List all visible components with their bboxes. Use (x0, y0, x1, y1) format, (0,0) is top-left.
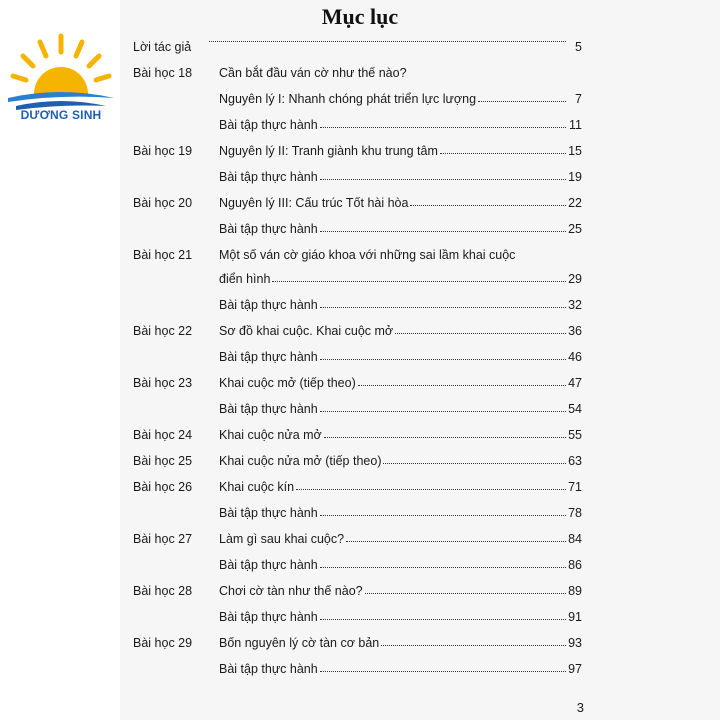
table-row (0, 118, 720, 138)
dot-leader (320, 410, 566, 412)
lesson-label: Lời tác giả (133, 40, 192, 54)
table-row (0, 402, 720, 422)
entry-page: 55 (568, 428, 582, 442)
entry-page: 84 (568, 532, 582, 546)
lesson-label: Bài học 24 (133, 428, 193, 442)
lesson-label: Bài học 28 (133, 584, 193, 598)
toc-entry (219, 584, 568, 598)
page-number: 3 (576, 700, 584, 715)
toc-entry (219, 222, 568, 236)
table-row (0, 506, 720, 526)
entry-title: điển hình (219, 272, 271, 286)
entry-page: 47 (568, 376, 582, 390)
table-row (0, 428, 720, 448)
entry-title: Khai cuộc nửa mở (219, 428, 322, 442)
entry-title: Chơi cờ tàn như thế nào? (219, 584, 363, 598)
entry-title: Bài tập thực hành (219, 350, 318, 364)
table-row (0, 144, 720, 164)
dot-leader (320, 566, 566, 568)
toc-entry (219, 92, 568, 106)
entry-page: 29 (568, 272, 582, 286)
table-row (0, 222, 720, 242)
table-row (0, 196, 720, 216)
lesson-label: Bài học 21 (133, 248, 193, 262)
entry-title: Bài tập thực hành (219, 610, 318, 624)
dot-leader (365, 592, 566, 594)
dot-leader (410, 204, 566, 206)
toc-title: Mục lục (321, 4, 399, 29)
lesson-label: Bài học 23 (133, 376, 193, 390)
dot-leader (320, 618, 566, 620)
entry-page: 36 (568, 324, 582, 338)
toc-entry (219, 376, 568, 390)
entry-title: Khai cuộc kín (219, 480, 295, 494)
toc-entry (219, 350, 568, 364)
entry-title: Nguyên lý I: Nhanh chóng phát triển lực lượng (219, 92, 477, 106)
dot-leader (320, 514, 566, 516)
entry-title: Bài tập thực hành (219, 298, 318, 312)
dot-leader (320, 126, 566, 128)
toc-entry (219, 248, 582, 262)
toc-entry (219, 144, 568, 158)
table-row (0, 170, 720, 190)
entry-title: Bài tập thực hành (219, 402, 318, 416)
entry-page: 97 (568, 662, 582, 676)
toc-entry (219, 402, 568, 416)
toc-entry (219, 324, 568, 338)
dot-leader (272, 280, 566, 282)
entry-title: Làm gì sau khai cuộc? (219, 532, 345, 546)
toc-entry (219, 170, 568, 184)
dot-leader (324, 436, 566, 438)
entry-page: 5 (575, 40, 582, 54)
toc-entry (219, 272, 568, 286)
dot-leader (381, 644, 566, 646)
table-row (0, 610, 720, 630)
entry-page: 71 (568, 480, 582, 494)
entry-page: 89 (568, 584, 582, 598)
table-row (0, 584, 720, 604)
entry-title: Bài tập thực hành (219, 222, 318, 236)
dot-leader (296, 488, 566, 490)
toc-entry (219, 66, 582, 80)
entry-page: 25 (568, 222, 582, 236)
table-row (0, 350, 720, 370)
entry-title: Khai cuộc mở (tiếp theo) (219, 376, 356, 390)
lesson-label: Bài học 25 (133, 454, 193, 468)
toc-entry (219, 636, 568, 650)
dot-leader (440, 152, 566, 154)
toc-entry (207, 40, 568, 46)
dot-leader (320, 358, 566, 360)
dot-leader (395, 332, 566, 334)
dot-leader (320, 178, 566, 180)
lesson-label: Bài học 19 (133, 144, 193, 158)
entry-page: 32 (568, 298, 582, 312)
dot-leader (320, 670, 566, 672)
toc-entry (219, 480, 568, 494)
lesson-label: Bài học 22 (133, 324, 193, 338)
table-row (0, 636, 720, 656)
toc-entry (219, 428, 568, 442)
toc-entry (219, 454, 568, 468)
dot-leader (209, 40, 566, 42)
entry-title: Một số ván cờ giáo khoa với những sai lầm khai cuộc (219, 248, 516, 262)
lesson-label: Bài học 29 (133, 636, 193, 650)
entry-title: Bài tập thực hành (219, 506, 318, 520)
toc-entry (219, 196, 568, 210)
table-row (0, 248, 720, 268)
dot-leader (358, 384, 566, 386)
entry-title: Khai cuộc nửa mở (tiếp theo) (219, 454, 382, 468)
entry-title: Bài tập thực hành (219, 558, 318, 572)
entry-title: Bài tập thực hành (219, 118, 318, 132)
table-row (0, 40, 720, 60)
lesson-label: Bài học 27 (133, 532, 193, 546)
table-row (0, 480, 720, 500)
table-row (0, 454, 720, 474)
entry-page: 22 (568, 196, 582, 210)
entry-page: 54 (568, 402, 582, 416)
entry-page: 15 (568, 144, 582, 158)
lesson-label: Bài học 26 (133, 480, 193, 494)
entry-page: 86 (568, 558, 582, 572)
entry-page: 7 (575, 92, 582, 106)
dot-leader (383, 462, 566, 464)
toc-entry (219, 118, 568, 132)
brand-name: DƯƠNG SINH (20, 108, 102, 122)
table-row (0, 298, 720, 318)
dot-leader (346, 540, 566, 542)
dot-leader (320, 306, 566, 308)
toc-entry (219, 532, 568, 546)
entry-title: Nguyên lý III: Cấu trúc Tốt hài hòa (219, 196, 409, 210)
entry-title: Bốn nguyên lý cờ tàn cơ bản (219, 636, 380, 650)
entry-page: 78 (568, 506, 582, 520)
table-row (0, 662, 720, 682)
entry-title: Sơ đồ khai cuộc. Khai cuộc mở (219, 324, 394, 338)
table-row (0, 272, 720, 292)
lesson-label: Bài học 18 (133, 66, 193, 80)
table-row (0, 324, 720, 344)
entry-page: 46 (568, 350, 582, 364)
entry-page: 11 (569, 118, 582, 132)
entry-page: 91 (568, 610, 582, 624)
entry-title: Bài tập thực hành (219, 662, 318, 676)
dot-leader (320, 230, 566, 232)
toc-entry (219, 610, 568, 624)
table-row (0, 66, 720, 86)
toc-entry (219, 506, 568, 520)
entry-page: 19 (568, 170, 582, 184)
toc-entry (219, 558, 568, 572)
table-row (0, 92, 720, 112)
toc-entry (219, 298, 568, 312)
table-row (0, 558, 720, 578)
entry-title: Bài tập thực hành (219, 170, 318, 184)
table-row (0, 376, 720, 396)
entry-title: Nguyên lý II: Tranh giành khu trung tâm (219, 144, 438, 158)
entry-title: Cần bắt đầu ván cờ như thế nào? (219, 66, 407, 80)
table-row (0, 532, 720, 552)
lesson-label: Bài học 20 (133, 196, 193, 210)
entry-page: 63 (568, 454, 582, 468)
entry-page: 93 (568, 636, 582, 650)
toc-entry (219, 662, 568, 676)
